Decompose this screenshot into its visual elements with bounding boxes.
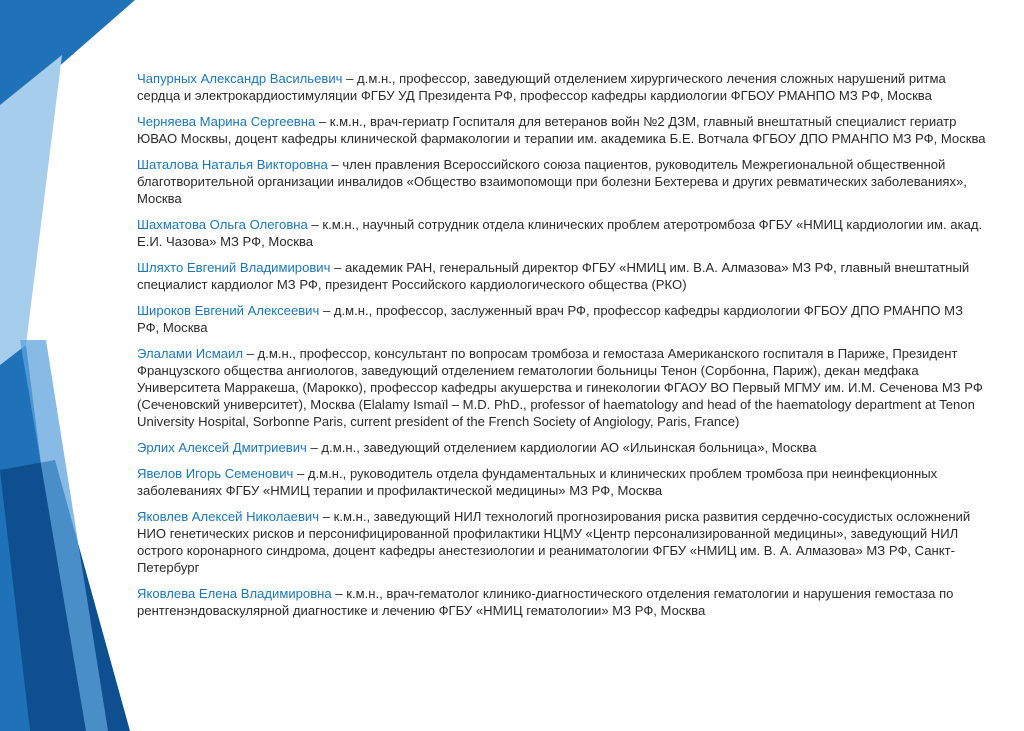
list-item: [137, 345, 987, 430]
person-description: – к.м.н., научный сотрудник отдела клинических проблем атеротромбоза ФГБУ «НМИЦ кардиологии им. акад. Е.И. Чазова» МЗ РФ, Москва: [137, 217, 983, 249]
person-description: – д.м.н., профессор, консультант по вопросам тромбоза и гемостаза Американского госпиталя в Париже, Президент Французского общества ангиологов, заведующий отделением гематологии больницы Тенон (Сорбонна, Париж), декан медфака Университета Марракеша, (Марокко), профессор кафедры акушерства и гинекологии ФГАОУ ВО Первый МГМУ им. И.М. Сеченова МЗ РФ (Сеченовский университет), Москва (Elalamy Ismaïl – M.D. PhD., professor of haematology and head of the haematology department at Tenon University Hospital, Sorbonne Paris, current president of the French Society of Angiology, Paris, France): [137, 346, 983, 429]
list-item: [137, 585, 987, 619]
author-list: [137, 70, 987, 628]
list-item: [137, 70, 987, 104]
person-description: – академик РАН, генеральный директор ФГБУ «НМИЦ им. В.А. Алмазова» МЗ РФ, главный внештатный специалист кардиолог МЗ РФ, президент Российского кардиологического общества (РКО): [137, 260, 970, 292]
list-item: [137, 465, 987, 499]
person-name: Явелов Игорь Семенович: [137, 466, 294, 481]
person-name: Яковлев Алексей Николаевич: [137, 509, 320, 524]
person-description: – д.м.н., профессор, заведующий отделением хирургического лечения сложных нарушений ритма сердца и электрокардиостимуляции ФГБУ УД Президента РФ, профессор кафедры кардиологии ФГБОУ РМАНПО МЗ РФ, Москва: [137, 71, 946, 103]
person-name: Шляхто Евгений Владимирович: [137, 260, 331, 275]
list-item: [137, 156, 987, 207]
person-description: – к.м.н., врач-гериатр Госпиталя для ветеранов войн №2 ДЗМ, главный внештатный специалист гериатр ЮВАО Москвы, доцент кафедры клинической фармакологии и терапии им. академика Б.Е. Вотчала ФГБОУ ДПО РМАНПО МЗ РФ, Москва: [137, 114, 986, 146]
person-name: Широков Евгений Алексеевич: [137, 303, 320, 318]
person-name: Шаталова Наталья Викторовна: [137, 157, 328, 172]
list-item: [137, 216, 987, 250]
list-item: [137, 113, 987, 147]
list-item: [137, 302, 987, 336]
person-description: – к.м.н., заведующий НИЛ технологий прогнозирования риска развития сердечно-сосудистых осложнений НИО генетических рисков и персонифицированной профилактики НЦМУ «Центр персонализированной медицины», заведующий НИЛ острого коронарного синдрома, доцент кафедры анестезиологии и реаниматологии ФГБУ «НМИЦ им. В. А. Алмазова» МЗ РФ, Санкт-Петербург: [137, 509, 971, 575]
person-name: Элалами Исмаил: [137, 346, 243, 361]
person-name: Эрлих Алексей Дмитриевич: [137, 440, 307, 455]
person-name: Чапурных Александр Васильевич: [137, 71, 343, 86]
person-description: – член правления Всероссийского союза пациентов, руководитель Межрегиональной общественной благотворительной организации инвалидов «Общество взаимопомощи при болезни Бехтерева и других ревматических заболеваниях», Москва: [137, 157, 967, 206]
person-description: – к.м.н., врач-гематолог клинико-диагностического отделения гематологии и нарушения гемостаза по рентгенэндоваскулярной диагностике и лечению ФГБУ «НМИЦ гематологии» МЗ РФ, Москва: [137, 586, 954, 618]
list-item: [137, 259, 987, 293]
person-description: – д.м.н., заведующий отделением кардиологии АО «Ильинская больница», Москва: [306, 440, 817, 455]
person-description: – д.м.н., руководитель отдела фундаментальных и клинических проблем тромбоза при неинфекционных заболеваниях ФГБУ «НМИЦ терапии и профилактической медицины» МЗ РФ, Москва: [137, 466, 938, 498]
list-item: [137, 508, 987, 576]
person-name: Шахматова Ольга Олеговна: [137, 217, 308, 232]
decorative-side-band: [0, 0, 140, 731]
person-description: – д.м.н., профессор, заслуженный врач РФ, профессор кафедры кардиологии ФГБОУ ДПО РМАНПО МЗ РФ, Москва: [137, 303, 963, 335]
person-name: Черняева Марина Сергеевна: [137, 114, 316, 129]
list-item: [137, 439, 987, 456]
deco-light-band: [0, 55, 62, 365]
person-name: Яковлева Елена Владимировна: [137, 586, 332, 601]
